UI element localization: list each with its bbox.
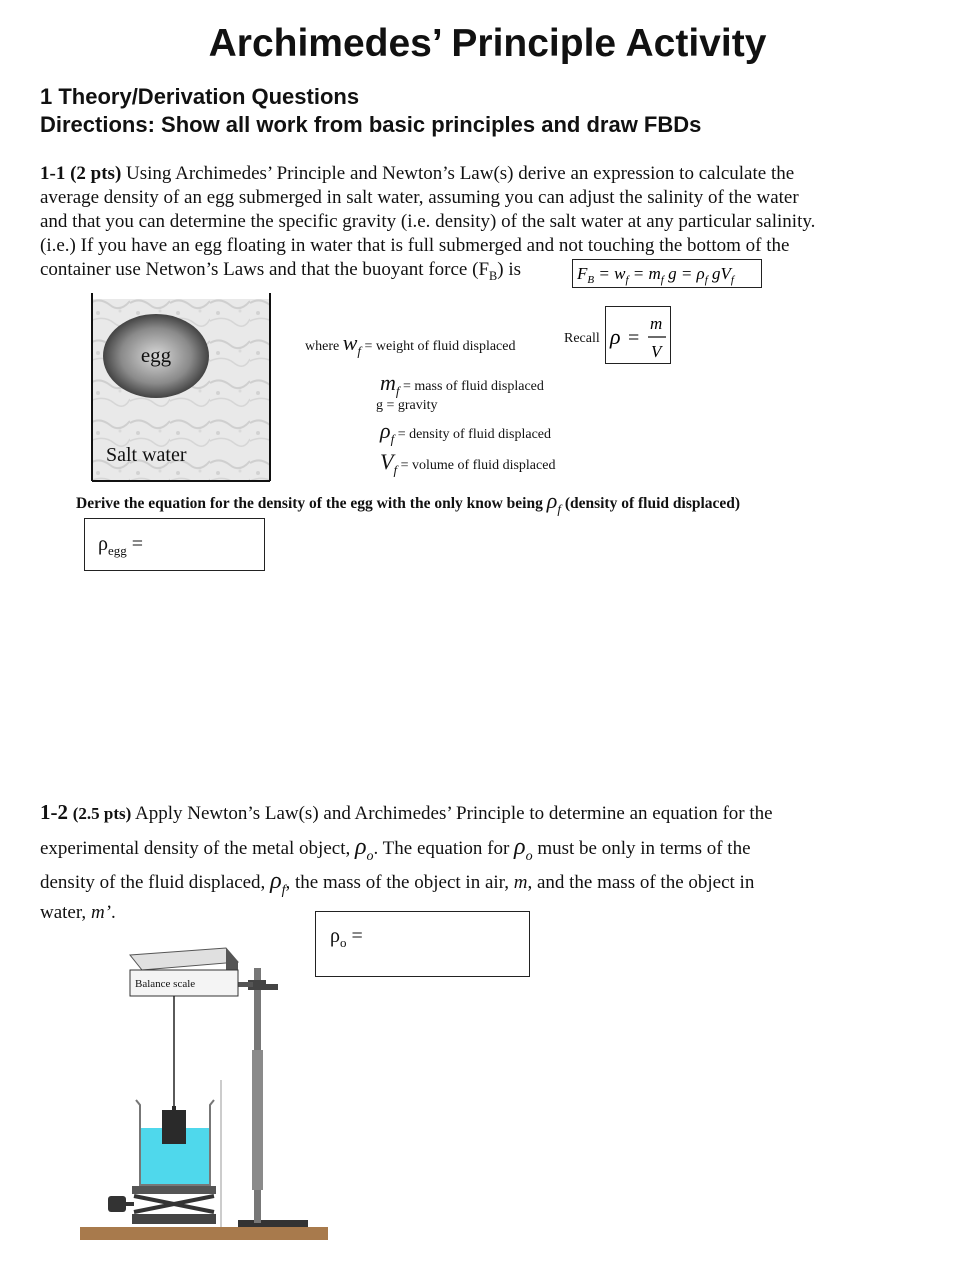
jack-base — [132, 1214, 216, 1224]
q2-line-3: density of the fluid displaced, $\rho_f$, the mass of the object in air, m, and the mass of the object in — [40, 868, 755, 898]
recall-label: Recall — [564, 331, 600, 346]
buoyant-formula — [573, 260, 761, 287]
q2-line-2: experimental density of the metal object, $\rho_o$. The equation for $\rho_o$ must be only in terms of the — [40, 834, 751, 864]
recall-formula-box — [605, 306, 671, 364]
v-symbol: V — [651, 342, 662, 361]
rod-sleeve — [252, 1050, 263, 1190]
derive-prompt — [76, 488, 740, 517]
q2-line-1-text: Apply Newton’s Law(s) and Archimedes’ Principle to determine an equation for the — [135, 803, 773, 824]
q2-line-4: water, m’. — [40, 902, 116, 923]
q1-line-3: and that you can determine the specific gravity (i.e. density) of the salt water at any particular salinity. — [40, 211, 816, 232]
rho-o-inline-1: $\rho_o$ — [354, 834, 374, 864]
rho-o-inline-2: $\rho_o$ — [514, 834, 533, 864]
m-symbol: m — [650, 314, 663, 333]
q2-label-pts: (2.5 pts) — [72, 804, 132, 823]
rhof-desc: = density of fluid displaced — [397, 427, 551, 442]
section-heading: 1 Theory/Derivation Questions — [40, 84, 360, 109]
table-surface — [80, 1227, 328, 1240]
wf-desc: = weight of fluid displaced — [364, 339, 516, 354]
q1-line-5-text: container use Netwon’s Laws and that the buoyant force (F — [40, 259, 490, 280]
buoyant-sub: B — [489, 268, 498, 283]
directions-heading: Directions: Show all work from basic principles and draw FBDs — [40, 112, 702, 137]
scale-label: Balance scale — [135, 978, 196, 990]
scale-top — [130, 948, 238, 970]
equals-sign: = — [628, 327, 640, 349]
q2-label-num: 1-2 — [40, 800, 68, 824]
salt-water-label: Salt water — [106, 444, 187, 466]
egg-container-diagram — [90, 293, 272, 483]
legend-rhof: $\rho_f$ = density of fluid displaced — [380, 418, 551, 447]
page-title: Archimedes’ Principle Activity — [208, 22, 767, 65]
wf-symbol: $w_f$ — [342, 330, 362, 359]
rhof-inline: $\rho_f$ — [546, 488, 561, 517]
q1-label: 1-1 (2 pts) — [40, 163, 122, 184]
q2-line-1 — [40, 800, 950, 834]
legend-mf: $m_f$ = mass of fluid displaced — [380, 370, 544, 399]
egg-container-svg — [90, 293, 272, 483]
jack-top — [132, 1186, 216, 1194]
rho-symbol: ρ — [610, 324, 621, 349]
where-word: where — [305, 339, 340, 354]
legend-vf: $V_f$ = volume of fluid displaced — [380, 449, 556, 478]
rho-f-inline: $\rho_f$ — [270, 868, 286, 898]
q1-line-5-tail: ) is — [497, 259, 521, 280]
vf-desc: = volume of fluid displaced — [400, 458, 556, 473]
derive-prompt-start: Derive the equation for the density of the egg with the only know being — [76, 495, 543, 512]
balance-apparatus-diagram — [78, 940, 338, 1245]
balance-apparatus-svg — [78, 940, 338, 1245]
q1-paragraph — [40, 162, 940, 288]
egg-label: egg — [140, 343, 172, 367]
clamp-knob — [264, 984, 278, 990]
q1-line-5 — [40, 258, 940, 288]
jack-scissor — [134, 1196, 214, 1212]
q1-line-2: average density of an egg submerged in salt water, assuming you can adjust the salinity of the water — [40, 187, 799, 208]
stand-base — [238, 1220, 308, 1227]
recall-formula — [606, 307, 670, 363]
metal-object — [162, 1110, 186, 1144]
q1-line-1-text: Using Archimedes’ Principle and Newton’s Law(s) derive an expression to calculate the — [126, 163, 795, 184]
buoyant-formula-text: $F_B = w_f = m_f$ $g = \rho_f$ $gV_f$ — [577, 264, 734, 286]
jack-knob — [108, 1196, 126, 1212]
rho-egg-answer-box[interactable] — [84, 518, 265, 571]
q1-line-1 — [40, 162, 940, 186]
object-hook — [172, 1106, 176, 1112]
jack-screw — [124, 1202, 134, 1206]
rho-o-label: $\rho_o$ = — [330, 925, 363, 950]
legend-where — [305, 330, 516, 359]
legend-g: g = gravity — [376, 398, 438, 413]
mf-desc: = mass of fluid displaced — [403, 379, 544, 394]
derive-prompt-end: (density of fluid displaced) — [564, 495, 741, 512]
q1-line-4: (i.e.) If you have an egg floating in water that is full submerged and not touching the bottom of the — [40, 235, 790, 256]
rho-egg-label: $\rho_{egg}$ = — [98, 533, 144, 558]
q2-paragraph — [40, 800, 950, 924]
buoyant-formula-box — [572, 259, 762, 288]
rho-o-answer-box[interactable] — [315, 911, 530, 977]
